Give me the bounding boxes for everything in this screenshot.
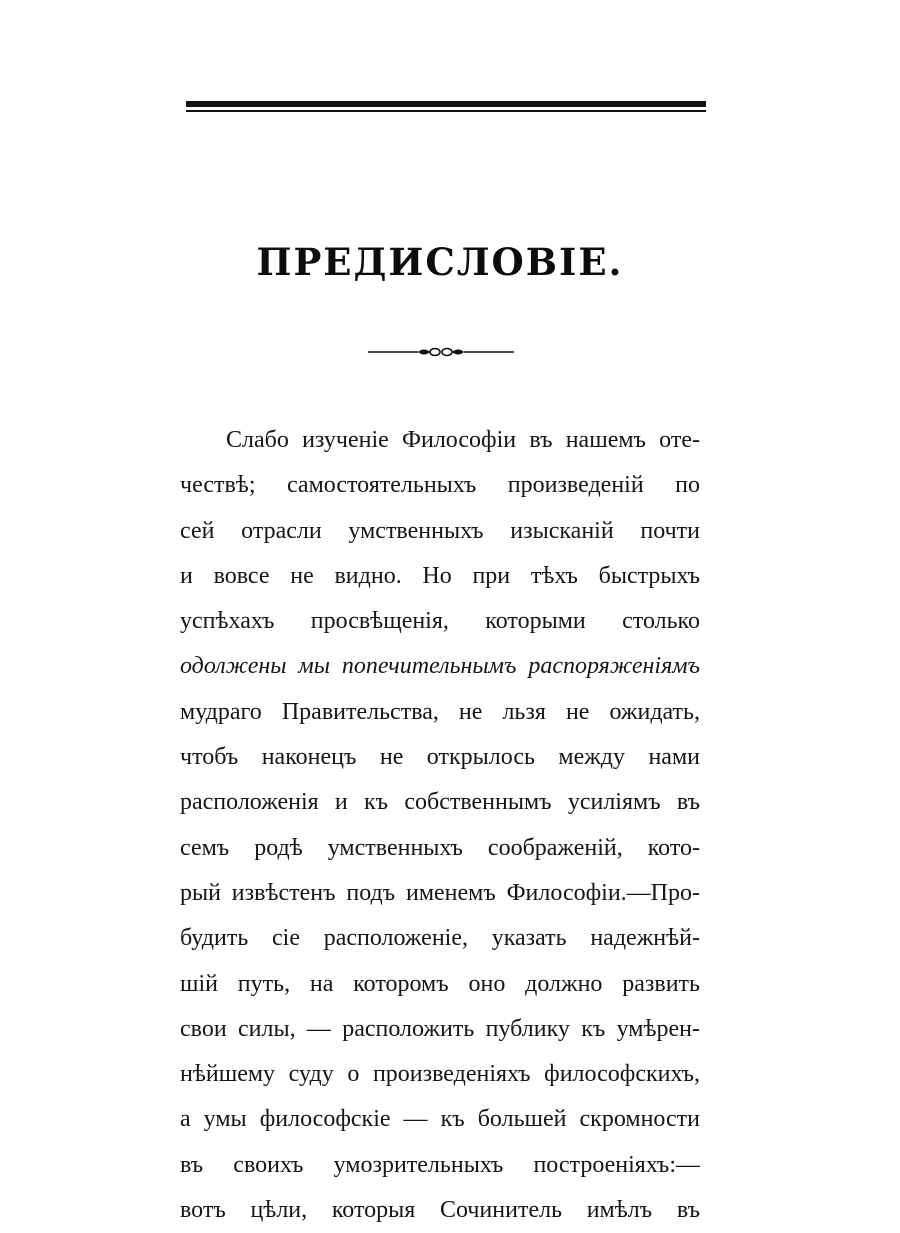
ornament-divider xyxy=(368,344,514,360)
text-line-13: шій путь, на которомъ оно должно развить xyxy=(180,970,700,997)
top-rule-thick xyxy=(186,101,706,107)
text-line-14: свои силы, — расположить публику къ умѣрен- xyxy=(180,1015,700,1042)
text-line-1: Слабо изученіе Философіи въ нашемъ оте- xyxy=(226,427,700,453)
text-line-15: нѣйшему суду о произведеніяхъ философскихъ, xyxy=(180,1061,700,1088)
text-line-10: семъ родѣ умственныхъ соображеній, кото- xyxy=(180,834,700,861)
text-line-8: чтобъ наконецъ не открылось между нами xyxy=(180,744,700,771)
page-title: ПРЕДИСЛОВІЕ. xyxy=(256,240,624,284)
text-line-4: и вовсе не видно. Но при тѣхъ быстрыхъ xyxy=(180,562,700,589)
text-line-11: рый извѣстенъ подъ именемъ Философіи.—Про- xyxy=(180,879,700,906)
text-line-3: сей отрасли умственныхъ изысканій почти xyxy=(180,517,700,544)
text-line-12: будить сіе расположеніе, указать надежнѣй- xyxy=(180,925,700,952)
text-line-7: мудраго Правительства, не льзя не ожидать, xyxy=(180,698,700,725)
text-line-16: а умы философскіе — къ большей скромности xyxy=(180,1106,700,1133)
text-line-9: расположенія и къ собственнымъ усиліямъ въ xyxy=(180,789,700,816)
text-line-18: вотъ цѣли, которыя Сочинитель имѣлъ въ xyxy=(180,1197,700,1224)
text-line-6: одолжены мы попечительнымъ распоряженіямъ xyxy=(180,653,700,680)
text-line-2: чествѣ; самостоятельныхъ произведеній по xyxy=(180,472,700,499)
preface-body xyxy=(180,418,700,1233)
top-rule-thin xyxy=(186,110,706,112)
top-double-rule xyxy=(186,101,706,115)
text-line-17: въ своихъ умозрительныхъ построеніяхъ:— xyxy=(180,1151,700,1178)
text-line-5: успѣхахъ просвѣщенія, которыми столько xyxy=(180,608,700,635)
